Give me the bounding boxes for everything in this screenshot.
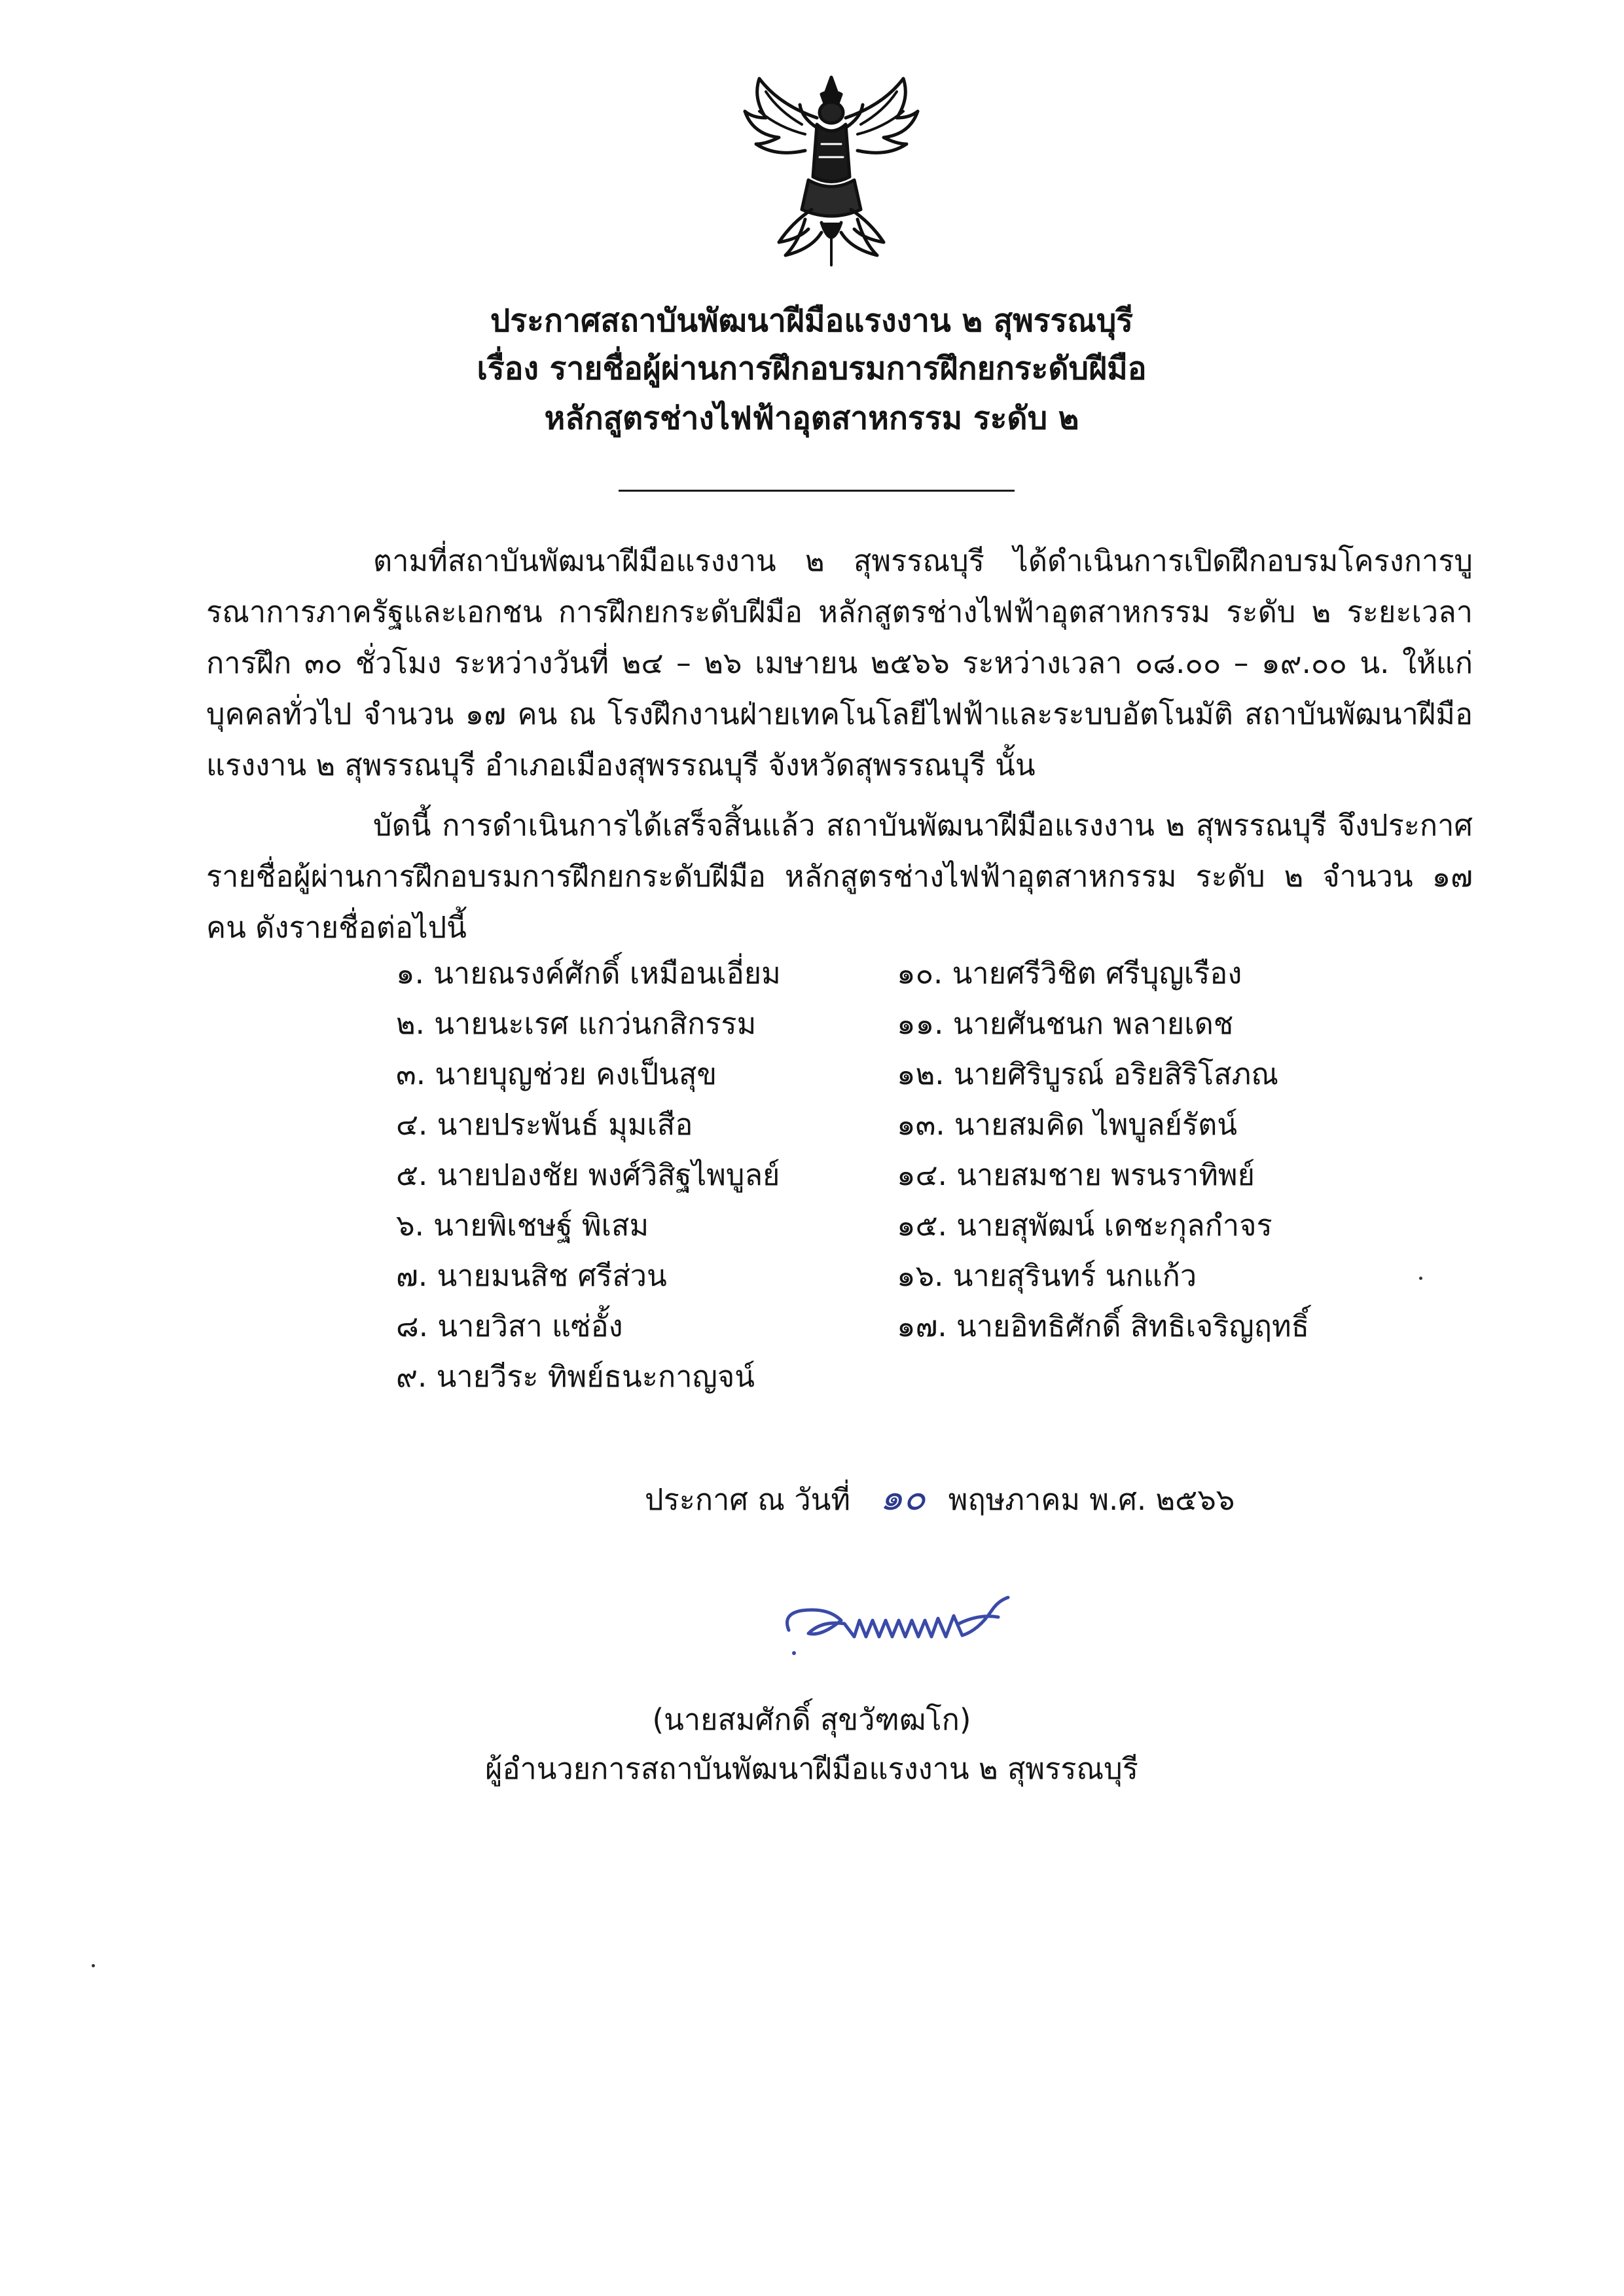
list-item: ๑๓. นายสมคิด ไพบูลย์รัตน์ <box>897 1107 1238 1142</box>
list-item: ๑๑. นายศันชนก พลายเดช <box>897 1006 1234 1041</box>
signatory-title: ผู้อำนวยการสถาบันพัฒนาฝีมือแรงงาน ๒ สุพรรณบุรี <box>485 1751 1138 1786</box>
list-item: ๑๔. นายสมชาย พรนราทิพย์ <box>897 1157 1255 1192</box>
announcement-prefix: ประกาศ ณ วันที่ <box>645 1482 851 1517</box>
header-line-3: หลักสูตรช่างไฟฟ้าอุตสาหกรรม ระดับ ๒ <box>544 400 1079 437</box>
header-line-1: ประกาศสถาบันพัฒนาฝีมือแรงงาน ๒ สุพรรณบุรี <box>490 302 1134 339</box>
header-line-2: เรื่อง รายชื่อผู้ผ่านการฝึกอบรมการฝึกยกระดับฝีมือ <box>477 350 1147 387</box>
header-divider <box>619 490 1015 492</box>
list-item: ๑๐. นายศรีวิชิต ศรีบุญเรือง <box>897 956 1242 991</box>
list-item: ๔. นายประพันธ์ มุมเสือ <box>396 1107 693 1142</box>
scan-speck <box>92 1964 95 1967</box>
names-list-right <box>897 948 1309 1351</box>
list-item: ๖. นายพิเชษฐ์ พิเสม <box>396 1208 649 1243</box>
announcement-date-line <box>645 1468 1235 1526</box>
garuda-emblem-icon <box>740 72 923 268</box>
list-item: ๑. นายณรงค์ศักดิ์ เหมือนเอี่ยม <box>396 956 781 991</box>
list-item: ๑๒. นายศิริบูรณ์ อริยสิริโสภณ <box>897 1057 1279 1091</box>
body-paragraph-1: ตามที่สถาบันพัฒนาฝีมือแรงงาน ๒ สุพรรณบุรี ได้ดำเนินการเปิดฝึกอบรมโครงการบูรณาการภาครัฐและเอกชน การฝึกยกระดับฝีมือ หลักสูตรช่างไฟฟ้าอุตสาหกรรม ระดับ ๒ ระยะเวลาการฝึก ๓๐ ชั่วโมง ระหว่างวันที่ ๒๔ – ๒๖ เมษายน ๒๕๖๖ ระหว่างเวลา ๐๘.๐๐ – ๑๙.๐๐ น. ให้แก่บุคคลทั่วไป จำนวน ๑๗ คน ณ โรงฝึกงานฝ่ายเทคโนโลยีไฟฟ้าและระบบอัตโนมัติ สถาบันพัฒนาฝีมือแรงงาน ๒ สุพรรณบุรี อำเภอเมืองสุพรรณบุรี จังหวัดสุพรรณบุรี นั้น <box>206 543 1473 782</box>
handwritten-day: ๑๐ <box>880 1476 926 1519</box>
names-list-left <box>396 948 781 1402</box>
list-item: ๙. นายวีระ ทิพย์ธนะกาญจน์ <box>396 1359 755 1394</box>
list-item: ๒. นายนะเรศ แกว่นกสิกรรม <box>396 1006 757 1041</box>
scan-speck <box>1419 1277 1422 1280</box>
handwritten-signature <box>782 1584 1110 1663</box>
announcement-month-year: พฤษภาคม พ.ศ. ๒๕๖๖ <box>948 1482 1235 1517</box>
signatory-name: (นายสมศักดิ์ สุขวัฑฒโก) <box>652 1702 971 1737</box>
list-item: ๑๖. นายสุรินทร์ นกแก้ว <box>897 1258 1197 1293</box>
list-item: ๗. นายมนสิช ศรีส่วน <box>396 1258 667 1293</box>
list-item: ๘. นายวิสา แซ่อั้ง <box>396 1309 623 1343</box>
list-item: ๕. นายปองชัย พงศ์วิสิฐไพบูลย์ <box>396 1157 780 1192</box>
list-item: ๑๕. นายสุพัฒน์ เดชะกุลกำจร <box>897 1208 1272 1243</box>
body-paragraph-2: บัดนี้ การดำเนินการได้เสร็จสิ้นแล้ว สถาบันพัฒนาฝีมือแรงงาน ๒ สุพรรณบุรี จึงประกาศรายชื่อผู้ผ่านการฝึกอบรมการฝึกยกระดับฝีมือ หลักสูตรช่างไฟฟ้าอุตสาหกรรม ระดับ ๒ จำนวน ๑๗ คน ดังรายชื่อต่อไปนี้ <box>206 808 1473 945</box>
list-item: ๓. นายบุญช่วย คงเป็นสุข <box>396 1057 717 1091</box>
list-item: ๑๗. นายอิทธิศักดิ์ สิทธิเจริญฤทธิ์ <box>897 1309 1310 1343</box>
